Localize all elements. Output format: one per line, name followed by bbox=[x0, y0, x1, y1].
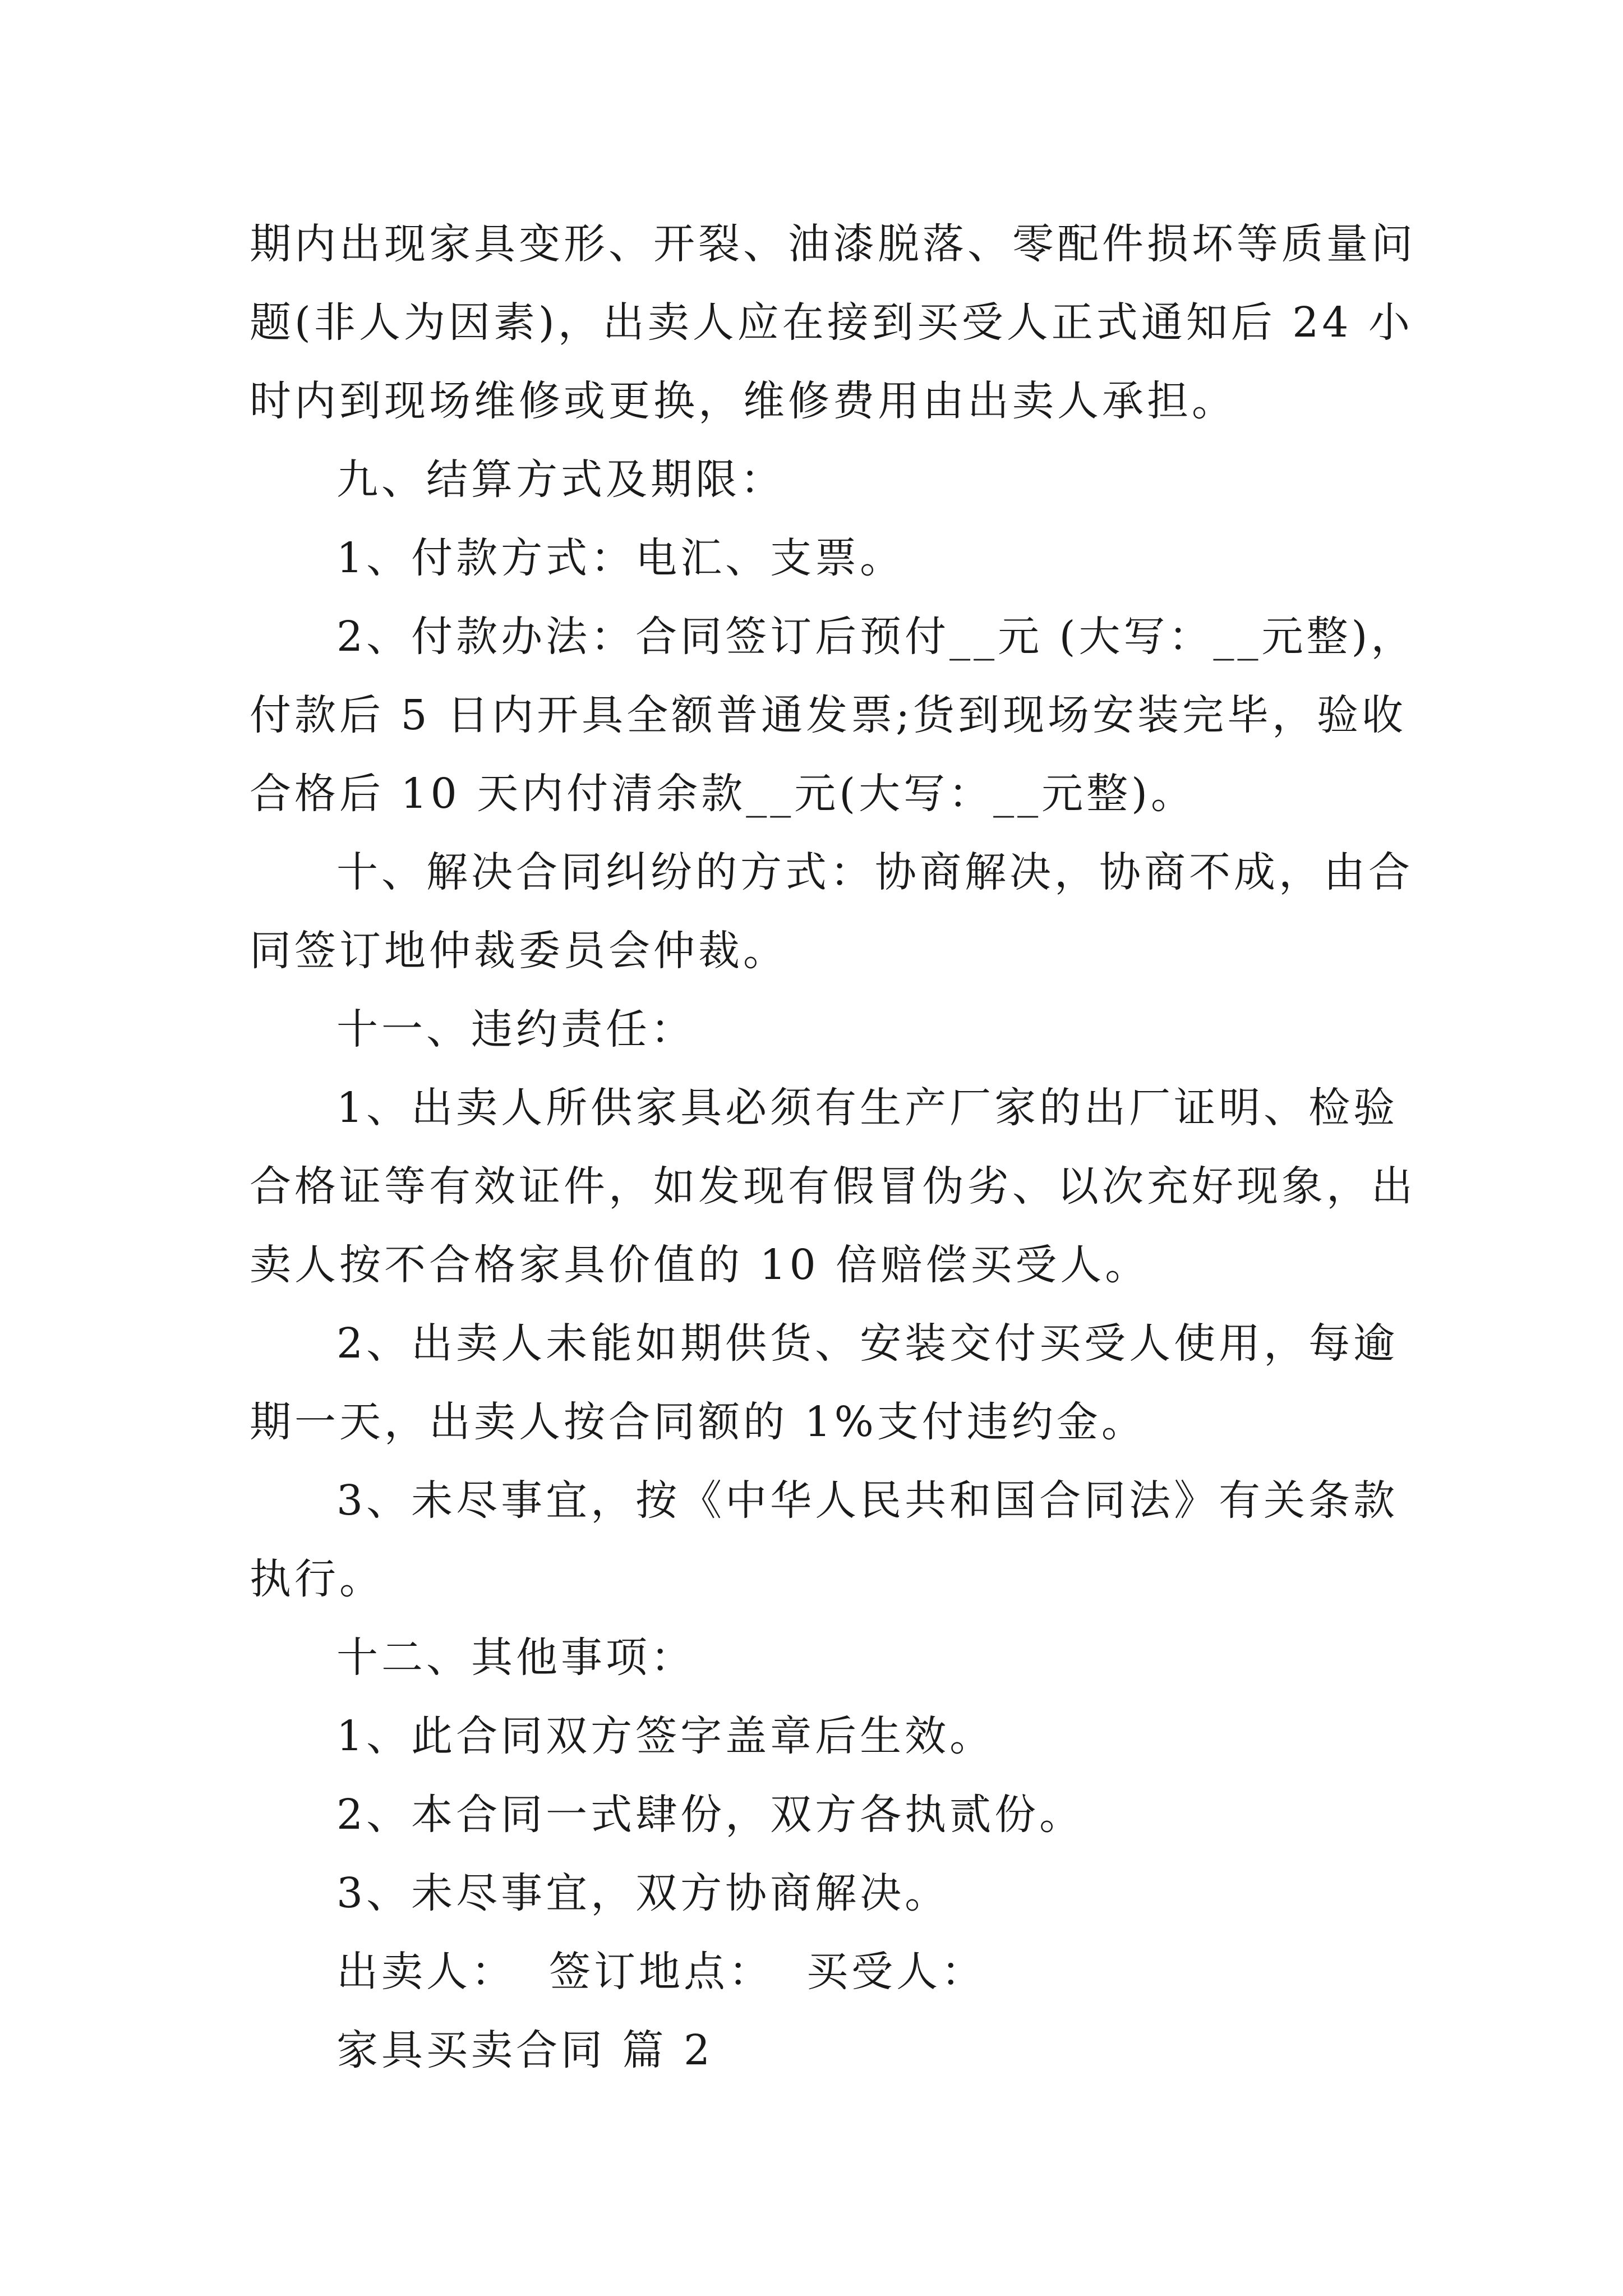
section-heading: 十一、违约责任： bbox=[336, 1005, 695, 1053]
paragraph-line: 1、此合同双方签字盖章后生效。 bbox=[336, 1712, 995, 1760]
paragraph-line: 期一天，出卖人按合同额的 1%支付违约金。 bbox=[250, 1398, 1146, 1446]
paragraph-line: 1、出卖人所供家具必须有生产厂家的出厂证明、检验 bbox=[336, 1084, 1399, 1132]
paragraph-line: 2、本合同一式肆份，双方各执贰份。 bbox=[336, 1791, 1085, 1839]
paragraph-line: 合格证等有效证件，如发现有假冒伪劣、以次充好现象，出 bbox=[250, 1162, 1416, 1211]
paragraph-line: 同签订地仲裁委员会仲裁。 bbox=[250, 927, 788, 975]
section-heading: 十二、其他事项： bbox=[336, 1634, 695, 1682]
section-heading: 十、解决合同纠纷的方式：协商解决，协商不成，由合 bbox=[336, 848, 1413, 896]
section-title: 家具买卖合同 篇 2 bbox=[336, 2026, 714, 2074]
paragraph-line: 2、出卖人未能如期供货、安装交付买受人使用，每逾 bbox=[336, 1319, 1399, 1368]
signature-line: 出卖人： 签订地点： 买受人： bbox=[336, 1948, 986, 1996]
paragraph-line: 3、未尽事宜，双方协商解决。 bbox=[336, 1869, 950, 1917]
paragraph-line: 时内到现场维修或更换，维修费用由出卖人承担。 bbox=[250, 377, 1237, 425]
paragraph-line: 3、未尽事宜，按《中华人民共和国合同法》有关条款 bbox=[336, 1476, 1399, 1525]
paragraph-line: 期内出现家具变形、开裂、油漆脱落、零配件损坏等质量问 bbox=[250, 220, 1416, 268]
section-heading: 九、结算方式及期限： bbox=[336, 455, 785, 504]
paragraph-line: 合格后 10 天内付清余款__元(大写：__元整)。 bbox=[250, 770, 1196, 818]
paragraph-line: 1、付款方式：电汇、支票。 bbox=[336, 534, 905, 582]
paragraph-line: 2、付款办法：合同签订后预付__元 (大写：__元整)， bbox=[336, 613, 1416, 661]
paragraph-line: 卖人按不合格家具价值的 10 倍赔偿买受人。 bbox=[250, 1241, 1150, 1289]
paragraph-line: 题(非人为因素)，出卖人应在接到买受人正式通知后 24 小 bbox=[250, 298, 1413, 347]
paragraph-line: 执行。 bbox=[250, 1555, 384, 1603]
paragraph-line: 付款后 5 日内开具全额普通发票;货到现场安装完毕，验收 bbox=[250, 691, 1407, 739]
